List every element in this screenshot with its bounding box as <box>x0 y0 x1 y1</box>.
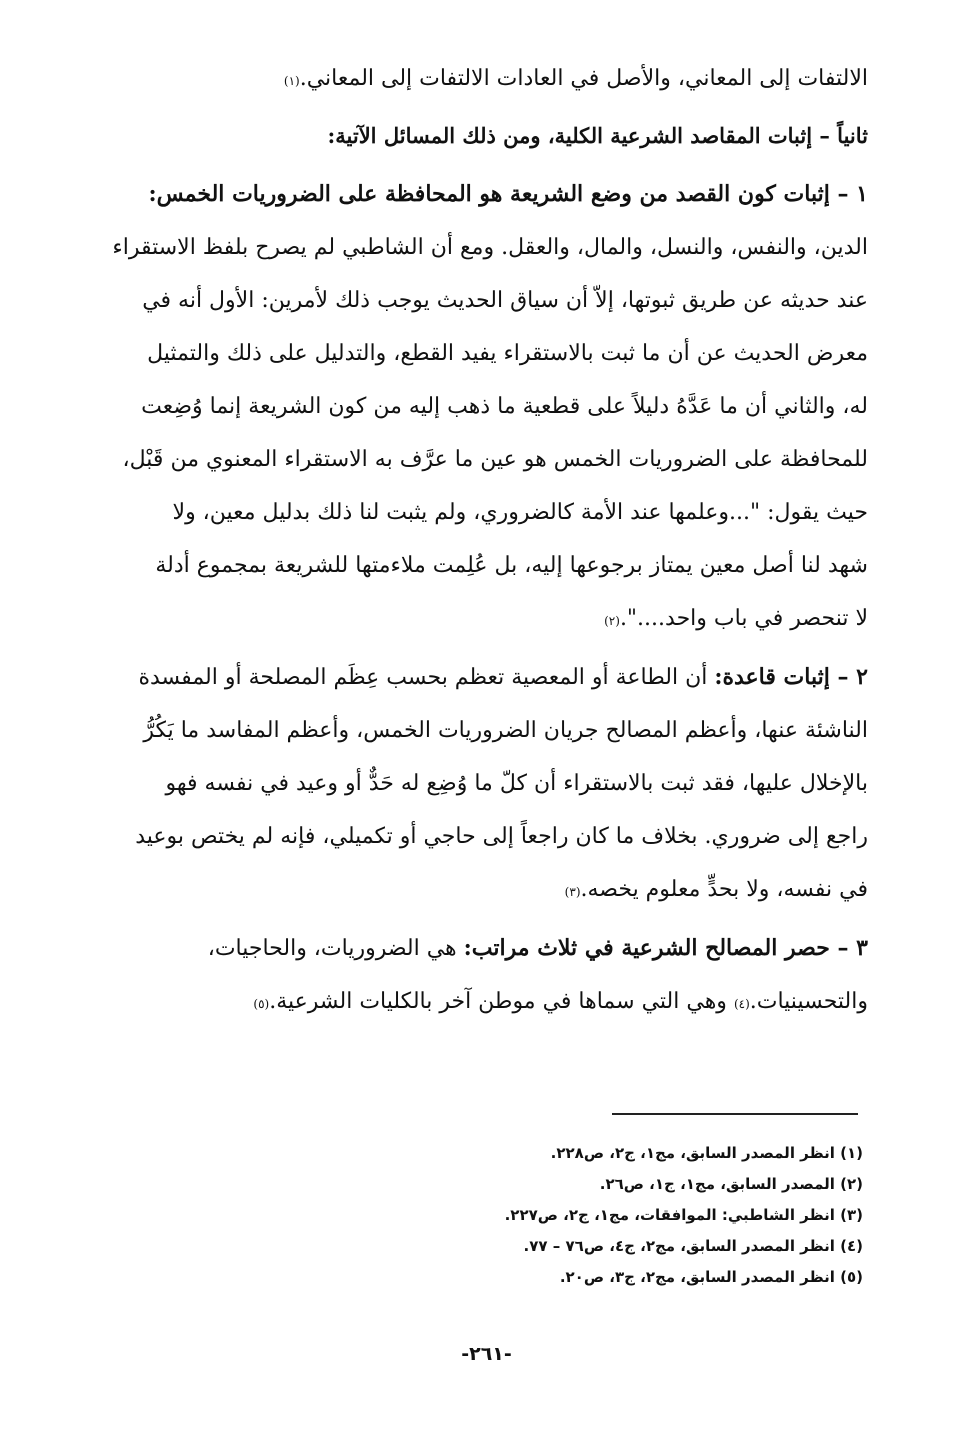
point-1-line <box>88 433 868 486</box>
footnote-item: (١) انظر المصدر السابق، مج١، ج٢، ص٢٢٨. <box>550 1144 863 1162</box>
footnote-separator <box>612 1113 858 1115</box>
point-2-lead-bold: ٢ – إثبات قاعدة: <box>714 664 868 690</box>
point-3-lead-bold: ٣ – حصر المصالح الشرعية في ثلاث مراتب: <box>463 935 868 961</box>
section-heading-text: ثانياً – إثبات المقاصد الشرعية الكلية، ومن ذلك المسائل الآتية: <box>327 123 868 148</box>
section-heading <box>88 109 868 162</box>
point-2-last-line: في نفسه، ولا بحدٍّ معلوم يخصه. (٣) <box>88 863 868 916</box>
point-1-line-text: الدين، والنفس، والنسل، والمال، والعقل. ومع أن الشاطبي لم يصرح بلفظ الاستقراء <box>112 235 868 260</box>
point-2 <box>88 651 868 916</box>
footnote-item: (٢) المصدر السابق، مج١، ج١، ص٢٦. <box>599 1175 863 1193</box>
point-1-line-text: حيث يقول: "...وعلمها عند الأمة كالضروري، ولم يثبت لنا ذلك بدليل معين، ولا <box>172 500 868 525</box>
point-2-line-text: الناشئة عنها، وأعظم المصالح جريان الضروريات الخمس، وأعظم المفاسد ما يَكُرُّ <box>143 718 868 743</box>
point-2-last-text: في نفسه، ولا بحدٍّ معلوم يخصه. <box>580 877 868 902</box>
point-1-line <box>88 327 868 380</box>
point-2-lead-rest: أن الطاعة أو المعصية تعظم بحسب عِظَم المصلحة أو المفسدة <box>138 665 708 690</box>
point-1-last-text: لا تنحصر في باب واحد....". <box>619 606 868 631</box>
point-1-line <box>88 486 868 539</box>
point-1-line-text: عند حديثه عن طريق ثبوتها، إلاّ أن سياق الحديث يوجب ذلك لأمرين: الأول أنه في <box>142 288 868 313</box>
point-1-line <box>88 380 868 433</box>
point-3 <box>88 922 868 1028</box>
footnote-item: (٥) انظر المصدر السابق، مج٢، ج٣، ص٢٠. <box>559 1268 863 1286</box>
intro-text: الالتفات إلى المعاني، والأصل في العادات الالتفات إلى المعاني. <box>299 66 868 91</box>
point-2-line <box>88 810 868 863</box>
intro-line: الالتفات إلى المعاني، والأصل في العادات الالتفات إلى المعاني. (١) <box>88 52 868 105</box>
point-1 <box>88 168 868 645</box>
footnote-item: (٣) انظر الشاطبي: الموافقات، مج١، ج٢، ص٢٢٧. <box>504 1206 863 1224</box>
point-3-last-b: وهي التي سماها في موطن آخر بالكليات الشرعية. <box>269 989 727 1014</box>
point-2-line-text: راجع إلى ضروري. بخلاف ما كان راجعاً إلى حاجي أو تكميلي، فإنه لم يختص بوعيد <box>135 824 868 849</box>
point-3-lead-rest: هي الضروريات، والحاجيات، <box>207 936 457 961</box>
point-2-line-text: بالإخلال عليها، فقد ثبت بالاستقراء أن كلّ ما وُضِع له حَدٌّ أو وعيد في نفسه فهو <box>165 771 868 796</box>
point-1-lead-text: ١ – إثبات كون القصد من وضع الشريعة هو المحافظة على الضروريات الخمس: <box>148 181 868 207</box>
page-body <box>88 52 868 1028</box>
point-2-lead <box>88 651 868 704</box>
point-3-lead <box>88 922 868 975</box>
page-number: -٢٦١- <box>461 1343 512 1365</box>
point-1-line-text: شهد لنا أصل معين يمتاز برجوعها إليه، بل عُلِمت ملاءمتها للشريعة بمجموع أدلة <box>155 553 868 578</box>
footnote-item: (٤) انظر المصدر السابق، مج٢، ج٤، ص٧٦ – ٧٧. <box>523 1237 863 1255</box>
point-3-last-a: والتحسينيات. <box>749 989 868 1014</box>
point-3-last-line: والتحسينيات. (٤) وهي التي سماها في موطن آخر بالكليات الشرعية. (٥) <box>88 975 868 1028</box>
footnotes <box>303 1138 863 1293</box>
point-1-line-text: له، والثاني أن ما عَدَّهُ دليلاً على قطعية ما ذهب إليه من كون الشريعة إنما وُضِعت <box>141 394 868 419</box>
point-1-line <box>88 221 868 274</box>
point-1-lead <box>88 168 868 221</box>
point-1-line-text: معرض الحديث عن أن ما ثبت بالاستقراء يفيد القطع، والتدليل على ذلك والتمثيل <box>147 341 868 366</box>
point-1-line <box>88 539 868 592</box>
point-1-line-text: للمحافظة على الضروريات الخمس هو عين ما عرَّف به الاستقراء المعنوي من قَبْل، <box>122 447 868 472</box>
point-1-line <box>88 274 868 327</box>
point-2-line <box>88 704 868 757</box>
point-1-last-line: لا تنحصر في باب واحد....". (٢) <box>88 592 868 645</box>
point-2-line <box>88 757 868 810</box>
